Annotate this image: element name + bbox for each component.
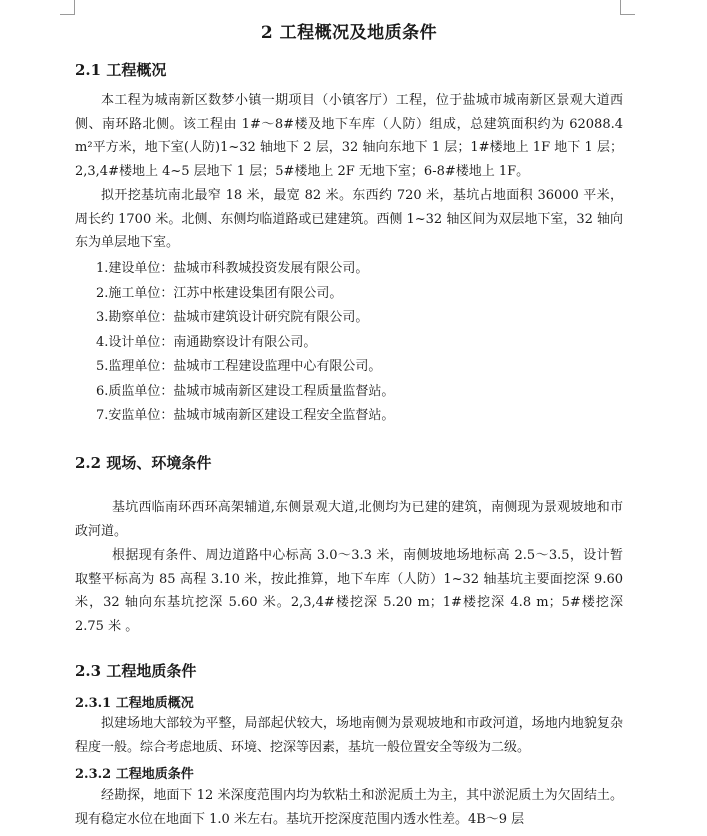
page-corner-mark-left <box>60 0 75 15</box>
section-2-3-1-paragraph: 拟建场地大部较为平整，局部起伏较大，场地南侧为景观坡地和市政河道，场地内地貌复杂程度一般。综合考虑地质、环境、挖深等因素，基坑一般位置安全等级为二级。 <box>75 716 623 755</box>
page-corner-mark-right <box>620 0 635 15</box>
section-2-2-paragraph-1: 基坑西临南环西环高架辅道,东侧景观大道,北侧均为已建的建筑，南侧现为景观坡地和市政河道。 <box>75 500 623 539</box>
section-2-3-2-paragraph: 经勘探，地面下 12 米深度范围内均为软粘土和淤泥质土为主，其中淤泥质土为欠固结土。现有稳定水位在地面下 1.0 米左右。基坑开挖深度范围内透水性差。4B～9 层 <box>75 788 623 827</box>
list-item: 5.监理单位：盐城市工程建设监理中心有限公司。 <box>96 359 382 374</box>
section-2-3-heading: 2.3 工程地质条件 <box>75 662 197 680</box>
section-2-1-paragraph-2: 拟开挖基坑南北最窄 18 米，最宽 82 米。东西约 720 米，基坑占地面积 36000 平米，周长约 1700 米。北侧、东侧均临道路或已建建筑。西侧 1~32 轴区间为双层地下室，32 轴向东为单层地下室。 <box>75 188 623 251</box>
list-item: 2.施工单位：江苏中枨建设集团有限公司。 <box>96 285 343 301</box>
section-2-2-heading: 2.2 现场、环境条件 <box>75 454 212 472</box>
list-item: 7.安监单位：盐城市城南新区建设工程安全监督站。 <box>96 408 395 423</box>
section-2-3-1-heading: 2.3.1 工程地质概况 <box>75 696 194 711</box>
list-item: 4.设计单位：南通勘察设计有限公司。 <box>96 334 317 350</box>
section-2-1-heading: 2.1 工程概况 <box>75 61 167 79</box>
project-units-list <box>96 257 394 429</box>
section-2-1-paragraph-1: 本工程为城南新区数梦小镇一期项目（小镇客厅）工程，位于盐城市城南新区景观大道西侧、南环路北侧。该工程由 1#～8#楼及地下车库（人防）组成，总建筑面积约为 62088.4 m²平方米，地下室(人防)1~32 轴地下 2 层，32 轴向东地下 1 层；1#楼地上 1F 地下 1 层；2,3,4#楼地上 4~5 层地下 1 层；5#楼地上 2F 无地下室；6-8#楼地上 1F。 <box>75 93 623 179</box>
section-2-2-paragraph-2: 根据现有条件、周边道路中心标高 3.0～3.3 米，南侧坡地场地标高 2.5～3.5，设计暂取整平标高为 85 高程 3.10 米，按此推算，地下车库（人防）1~32 轴基坑主要面挖深 9.60 米，32 轴向东基坑挖深 5.60 米。2,3,4#楼挖深 5.20 m；1#楼挖深 4.8 m；5#楼挖深 2.75 米 。 <box>75 548 623 634</box>
section-2-3-2-heading: 2.3.2 工程地质条件 <box>75 767 194 782</box>
list-item: 3.勘察单位：盐城市建筑设计研究院有限公司。 <box>96 310 369 325</box>
list-item: 6.质监单位：盐城市城南新区建设工程质量监督站。 <box>96 383 395 399</box>
chapter-title: 2 工程概况及地质条件 <box>260 23 438 43</box>
list-item: 1.建设单位：盐城市科教城投资发展有限公司。 <box>96 261 369 276</box>
